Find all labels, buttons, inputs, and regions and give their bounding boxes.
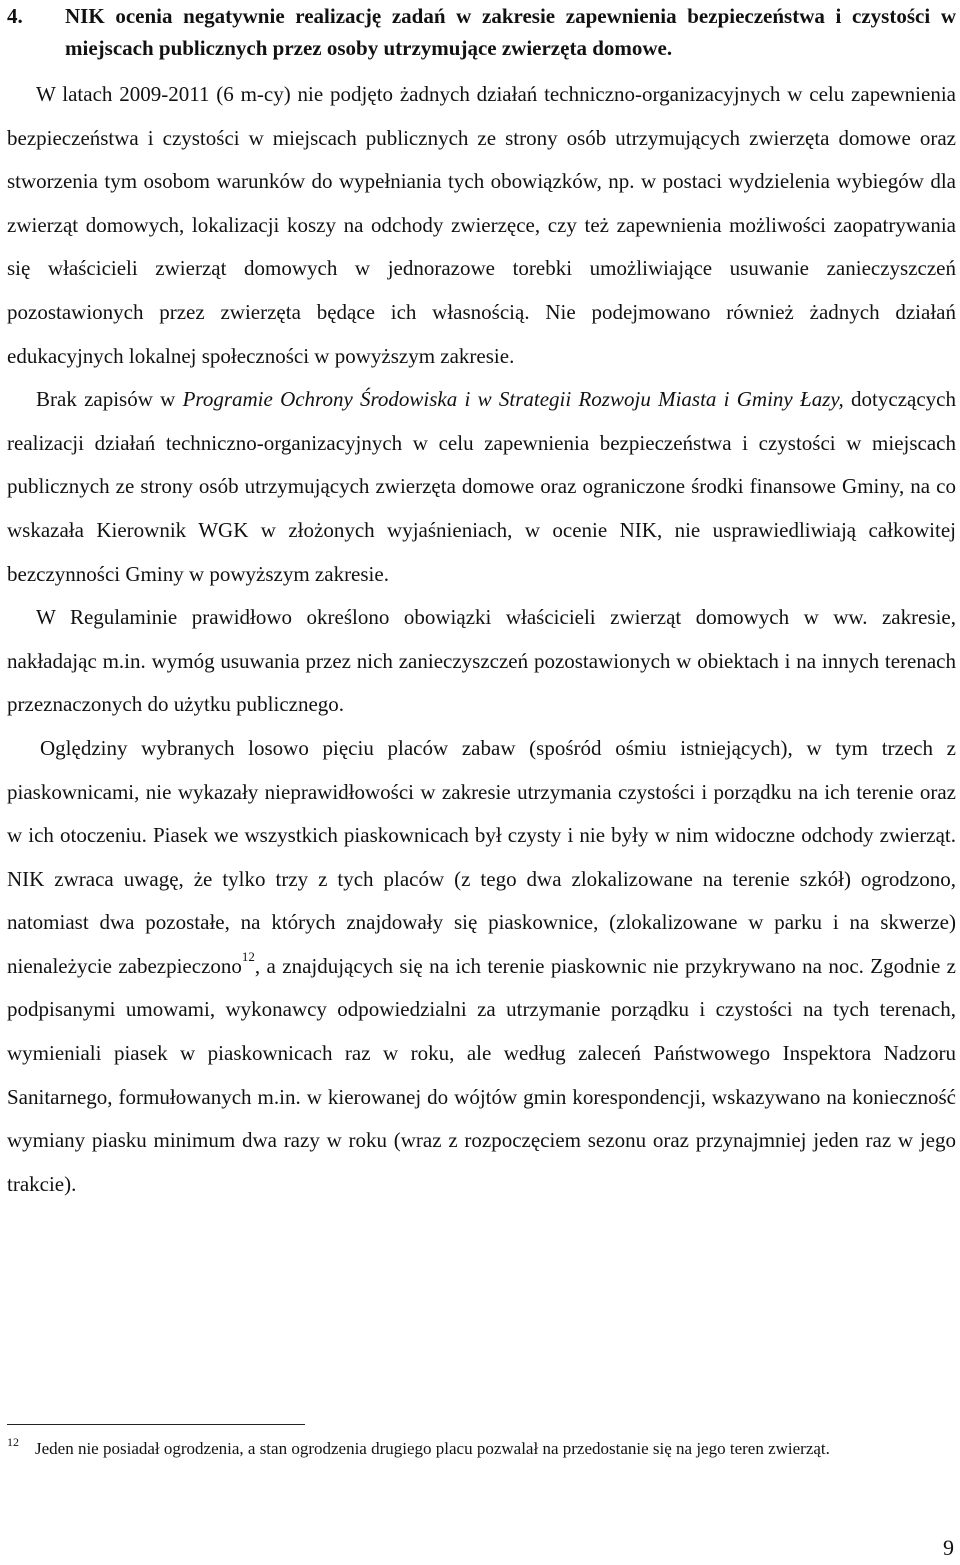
footnote [7,1436,956,1461]
footnote-separator [7,1424,305,1425]
document-titles: Programie Ochrony Środowiska i w Strategii Rozwoju Miasta i Gminy Łazy, [182,387,844,412]
footnote-text: Jeden nie posiadał ogrodzenia, a stan ogrodzenia drugiego placu pozwalał na przedostanie się na jego teren zwierząt. [35,1439,830,1458]
section-number: 4. [7,4,23,28]
paragraph-3: W Regulaminie prawidłowo określono obowiązki właścicieli zwierząt domowych w ww. zakresie, nakładając m.in. wymóg usuwania przez nich zanieczyszczeń pozostawionych w obiektach i na innych terenach przeznaczonych do użytku publicznego. [7,605,956,717]
section-heading-text: NIK ocenia negatywnie realizację zadań w zakresie zapewnienia bezpieczeństwa i czystości w miejscach publicznych przez osoby utrzymujące zwierzęta domowe. [65,4,956,60]
paragraph-2 [7,378,956,596]
page-number: 9 [943,1535,954,1560]
paragraph-4-start: Oględziny wybranych losowo pięciu placów zabaw (spośród ośmiu istniejących), w tym trzech z piaskownicami, nie wykazały nieprawidłowości w zakresie utrzymania czystości i porządku na ich terenie oraz w ich otoczeniu. Piasek we wszystkich piaskownicach był czysty i nie były w nim widoczne odchody zwierząt. NIK zwraca uwagę, że tylko trzy z tych placów (z tego dwa zlokalizowane na terenie szkół) ogrodzono, natomiast dwa pozostałe, na których znajdowały się piaskownice, (zlokalizowane w parku i na skwerze) nienależycie zabezpieczono [7,735,956,978]
paragraph-4 [7,727,956,1207]
paragraph-4-end: , a znajdujących się na ich terenie piaskownic nie przykrywano na noc. Zgodnie z podpisanymi umowami, wykonawcy odpowiedzialni za utrzymanie porządku i czystości na tych terenach, wymieniali piasek w piaskownicach raz w roku, ale według zaleceń Państwowego Inspektora Nadzoru Sanitarnego, formułowanych m.in. w kierowanej do wójtów gmin korespondencji, wskazywano na konieczność wymiany piasku minimum dwa razy w roku (wraz z rozpoczęciem sezonu oraz przynajmniej jeden raz w jego trakcie). [7,953,956,1196]
section-heading [7,0,956,64]
footnote-reference: 12 [241,948,255,964]
document-page [7,0,956,1206]
paragraph-2-start: Brak zapisów w [36,387,183,412]
footnote-number: 12 [7,1435,19,1449]
paragraph-1: W latach 2009-2011 (6 m-cy) nie podjęto żadnych działań techniczno-organizacyjnych w celu zapewnienia bezpieczeństwa i czystości w miejscach publicznych ze strony osób utrzymujących zwierzęta domowe oraz stworzenia tym osobom warunków do wypełniania tych obowiązków, np. w postaci wydzielenia wybiegów dla zwierząt domowych, lokalizacji koszy na odchody zwierzęce, czy też zapewnienia możliwości zaopatrywania się właścicieli zwierząt domowych w jednorazowe torebki umożliwiające usuwanie zanieczyszczeń pozostawionych przez zwierzęta będące ich własnością. Nie podejmowano również żadnych działań edukacyjnych lokalnej społeczności w powyższym zakresie. [7,82,956,368]
paragraph-2-end: dotyczących realizacji działań techniczno-organizacyjnych w celu zapewnienia bezpieczeństwa i czystości w miejscach publicznych ze strony osób utrzymujących zwierzęta domowe oraz ograniczone środki finansowe Gminy, na co wskazała Kierownik WGK w złożonych wyjaśnieniach, w ocenie NIK, nie usprawiedliwiają całkowitej bezczynności Gminy w powyższym zakresie. [7,387,956,586]
